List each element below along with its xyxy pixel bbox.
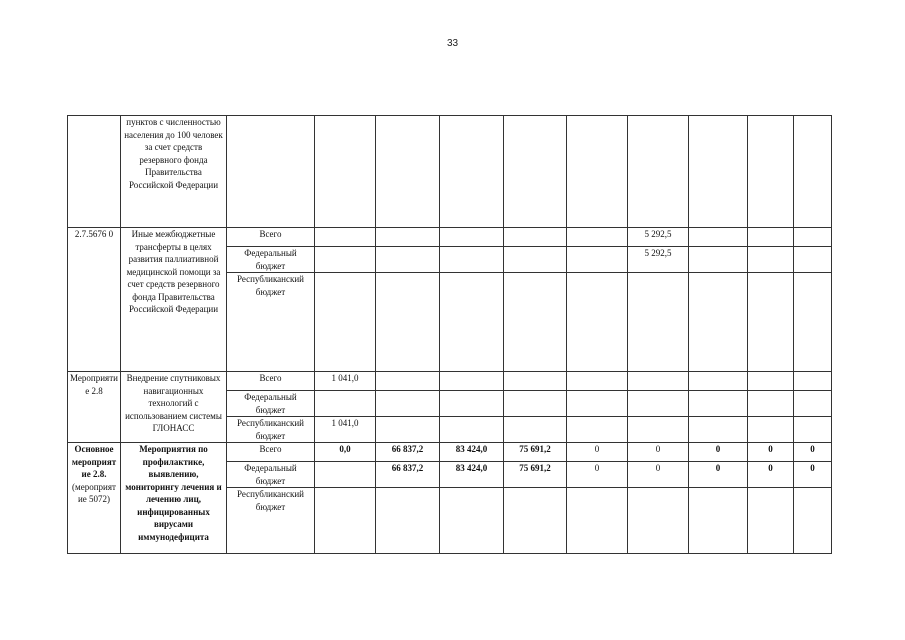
- amount-cell: [376, 116, 440, 228]
- amount-cell: [748, 273, 794, 372]
- amount-cell: [315, 228, 376, 247]
- amount-cell: [794, 228, 832, 247]
- row-code: [68, 372, 121, 443]
- amount-cell: [504, 247, 567, 273]
- amount-cell: [748, 391, 794, 417]
- row-name: Внедрение спутниковых навигационных технологий с использованием системы ГЛОНАСС: [121, 372, 227, 443]
- amount-cell: [748, 116, 794, 228]
- funding-source: Всего: [227, 372, 315, 391]
- row-code-text: 2.7.5676 0: [74, 229, 114, 239]
- funding-source: Республиканский бюджет: [227, 273, 315, 372]
- amount-cell: [689, 273, 748, 372]
- amount-cell: [628, 391, 689, 417]
- amount-cell: 0: [794, 462, 832, 488]
- funding-source: Федеральный бюджет: [227, 462, 315, 488]
- table-row: [68, 372, 832, 391]
- table-row: [68, 116, 832, 228]
- page-number: 33: [446, 38, 459, 49]
- amount-cell: [504, 372, 567, 391]
- amount-cell: [748, 417, 794, 443]
- amount-cell: 66 837,2: [376, 462, 440, 488]
- row-code-extra: (мероприятие 5072): [72, 481, 116, 504]
- amount-cell: [567, 228, 628, 247]
- amount-cell: 83 424,0: [440, 462, 504, 488]
- amount-cell: [504, 116, 567, 228]
- amount-cell: [440, 273, 504, 372]
- amount-cell: [376, 372, 440, 391]
- amount-cell: [567, 488, 628, 554]
- row-code-text: Основное мероприятие 2.8.: [71, 444, 117, 479]
- amount-cell: [315, 391, 376, 417]
- amount-cell: [440, 372, 504, 391]
- funding-source: Республиканский бюджет: [227, 488, 315, 554]
- funding-source: Республиканский бюджет: [227, 417, 315, 443]
- amount-cell: 75 691,2: [504, 443, 567, 462]
- row-name: пунктов с численностью населения до 100 человек за счет средств резервного фонда Правительства Российской Федерации: [121, 116, 227, 228]
- amount-cell: [504, 273, 567, 372]
- amount-cell: [440, 228, 504, 247]
- amount-cell: [748, 372, 794, 391]
- amount-cell: 5 292,5: [628, 247, 689, 273]
- amount-cell: [376, 247, 440, 273]
- amount-cell: 0: [794, 443, 832, 462]
- amount-cell: [440, 417, 504, 443]
- amount-cell: [504, 391, 567, 417]
- amount-cell: [689, 116, 748, 228]
- amount-cell: [689, 372, 748, 391]
- amount-cell: [689, 488, 748, 554]
- amount-cell: [315, 247, 376, 273]
- amount-cell: 0: [567, 443, 628, 462]
- amount-cell: [315, 273, 376, 372]
- amount-cell: 0: [628, 462, 689, 488]
- amount-cell: [748, 228, 794, 247]
- amount-cell: 0: [567, 462, 628, 488]
- amount-cell: 0: [748, 462, 794, 488]
- amount-cell: [628, 116, 689, 228]
- amount-cell: [440, 391, 504, 417]
- amount-cell: [504, 417, 567, 443]
- amount-cell: [376, 228, 440, 247]
- amount-cell: [567, 247, 628, 273]
- amount-cell: 0: [689, 443, 748, 462]
- amount-cell: [504, 228, 567, 247]
- amount-cell: [689, 417, 748, 443]
- amount-cell: [794, 417, 832, 443]
- amount-cell: [567, 273, 628, 372]
- amount-cell: [440, 247, 504, 273]
- amount-cell: [794, 488, 832, 554]
- amount-cell: [567, 116, 628, 228]
- amount-cell: 0: [628, 443, 689, 462]
- amount-cell: 0: [689, 462, 748, 488]
- row-code: [68, 116, 121, 228]
- amount-cell: [794, 273, 832, 372]
- amount-cell: 83 424,0: [440, 443, 504, 462]
- amount-cell: [315, 462, 376, 488]
- amount-cell: [748, 488, 794, 554]
- amount-cell: [794, 372, 832, 391]
- amount-cell: [376, 417, 440, 443]
- funding-source: Всего: [227, 228, 315, 247]
- row-code-text: Мероприятие 2.8: [70, 373, 118, 396]
- amount-cell: [504, 488, 567, 554]
- amount-cell: [567, 391, 628, 417]
- amount-cell: 66 837,2: [376, 443, 440, 462]
- amount-cell: 5 292,5: [628, 228, 689, 247]
- table-row: [68, 443, 832, 462]
- amount-cell: 75 691,2: [504, 462, 567, 488]
- row-name: Иные межбюджетные трансферты в целях развития паллиативной медицинской помощи за счет средств резервного фонда Правительства Российской Федерации: [121, 228, 227, 372]
- funding-source: Федеральный бюджет: [227, 391, 315, 417]
- amount-cell: [748, 247, 794, 273]
- row-name: Мероприятия по профилактике, выявлению, мониторингу лечения и лечению лиц, инфицированных вирусами иммунодефицита: [121, 443, 227, 554]
- amount-cell: [376, 273, 440, 372]
- amount-cell: [628, 417, 689, 443]
- amount-cell: [794, 391, 832, 417]
- amount-cell: [628, 372, 689, 391]
- funding-source: Федеральный бюджет: [227, 247, 315, 273]
- amount-cell: [376, 488, 440, 554]
- amount-cell: [567, 417, 628, 443]
- amount-cell: 1 041,0: [315, 417, 376, 443]
- amount-cell: [567, 372, 628, 391]
- amount-cell: 0,0: [315, 443, 376, 462]
- budget-table: [67, 115, 832, 554]
- amount-cell: [628, 488, 689, 554]
- amount-cell: [315, 488, 376, 554]
- amount-cell: [628, 273, 689, 372]
- amount-cell: [440, 488, 504, 554]
- amount-cell: [689, 228, 748, 247]
- amount-cell: [794, 116, 832, 228]
- row-code: [68, 228, 121, 372]
- funding-source: Всего: [227, 443, 315, 462]
- amount-cell: 0: [748, 443, 794, 462]
- row-code: [68, 443, 121, 554]
- amount-cell: 1 041,0: [315, 372, 376, 391]
- amount-cell: [440, 116, 504, 228]
- amount-cell: [689, 247, 748, 273]
- amount-cell: [689, 391, 748, 417]
- amount-cell: [376, 391, 440, 417]
- amount-cell: [794, 247, 832, 273]
- funding-source: [227, 116, 315, 228]
- table-row: [68, 228, 832, 247]
- amount-cell: [315, 116, 376, 228]
